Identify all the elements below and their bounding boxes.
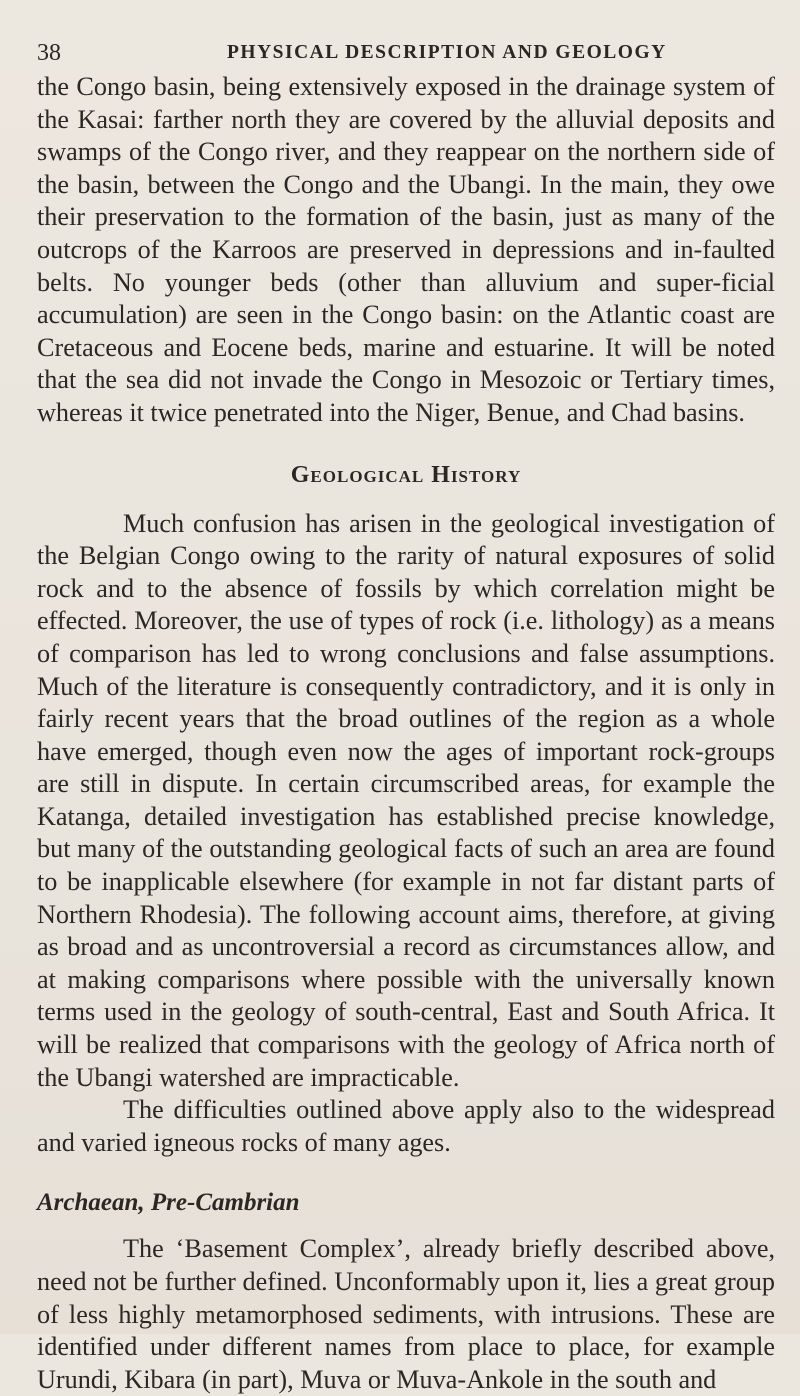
section-heading-geological-history: Geological History — [290, 461, 522, 488]
page-number: 38 — [37, 40, 61, 66]
paragraph-basement-complex: The ‘Basement Complex’, already briefly described above, need not be further defined. Unconformably upon it, lies a great group of less highly metamorphosed sediments, with intrusions. These are identified under different names from place to place, for example Urundi, Kibara (in part), Muva or Muva-Ankole in the south and — [37, 1234, 775, 1394]
running-head — [37, 36, 775, 70]
paragraph-congo-basin: the Congo basin, being extensively exposed in the drainage system of the Kasai: farther north they are covered by the alluvial deposits and swamps of the Congo river, and they reappear on the northern side of the basin, between the Congo and the Ubangi. In the main, they owe their preservation to the formation of the basin, just as many of the outcrops of the Karroos are preserved in depressions and in-faulted belts. No younger beds (other than alluvium and super-ficial accumulation) are seen in the Congo basin: on the Atlantic coast are Cretaceous and Eocene beds, marine and estuarine. It will be noted that the sea did not invade the Congo in Mesozoic or Tertiary times, whereas it twice penetrated into the Niger, Benue, and Chad basins. — [37, 72, 775, 427]
paragraph-geological-history: Much confusion has arisen in the geological investigation of the Belgian Congo owing to the rarity of natural exposures of solid rock and to the absence of fossils by which correlation might be effected. Moreover, the use of types of rock (i.e. lithology) as a means of comparison has led to wrong conclusions and false assumptions. Much of the literature is consequently contradictory, and it is only in fairly recent years that the broad outlines of the region as a whole have emerged, though even now the ages of important rock-groups are still in dispute. In certain circumscribed areas, for example the Katanga, detailed investigation has established precise knowledge, but many of the outstanding geological facts of such an area are found to be inapplicable elsewhere (for example in not far distant parts of Northern Rhodesia). The following account aims, therefore, at giving as broad and as uncontroversial a record as circumstances allow, and at making comparisons where possible with the universally known terms used in the geology of south-central, East and South Africa. It will be realized that comparisons with the geology of Africa north of the Ubangi watershed are impracticable. — [37, 508, 775, 1092]
running-title: PHYSICAL DESCRIPTION AND GEOLOGY — [227, 42, 667, 63]
subheading-archaean: Archaean, Pre-Cambrian — [37, 1189, 300, 1217]
paragraph-igneous-rocks: The difficulties outlined above apply also to the widespread and varied igneous rocks of many ages. — [37, 1095, 775, 1157]
